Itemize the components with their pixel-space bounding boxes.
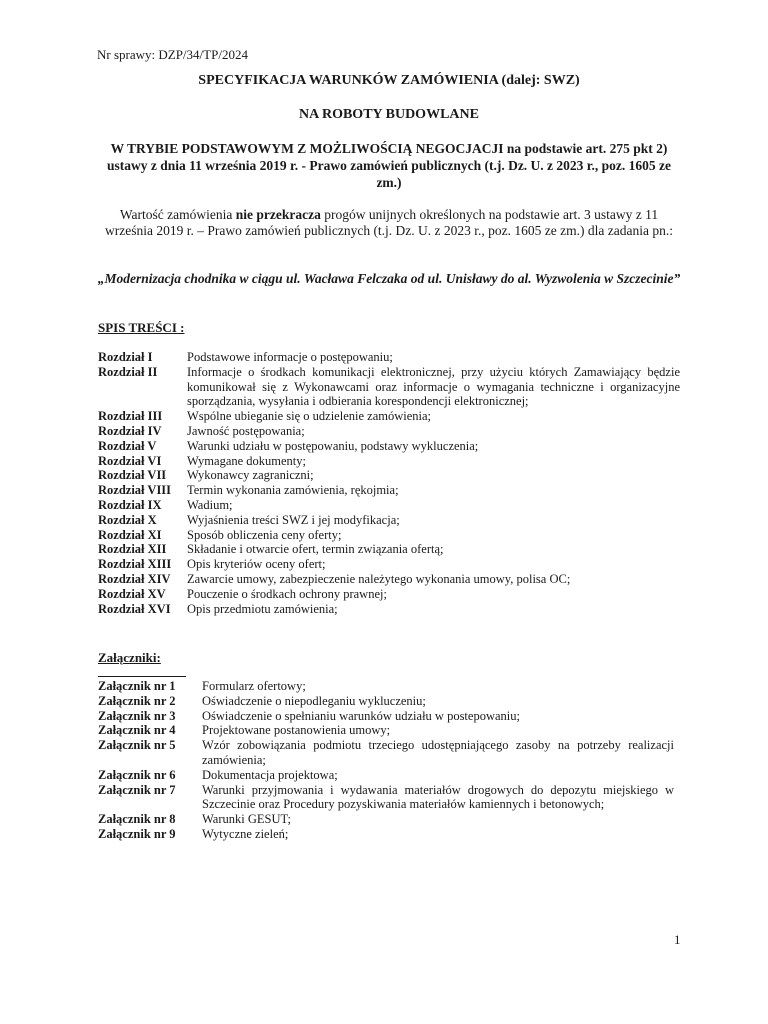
value-text-after: progów unijnych określonych na podstawie art. 3 ustawy z 11 września 2019 r. – Prawo zamówień publicznych (t.j. Dz. U. z 2023 r., poz. 1605 ze zm.) dla zadania pn.:: [105, 207, 673, 238]
attachment-item-text: Warunki przyjmowania i wydawania materiałów drogowych do depozytu miejskiego w Szczecinie oraz Procedury pozyskiwania materiałów kamiennych i betonowych;: [202, 782, 674, 812]
attachments-list: [98, 679, 674, 842]
toc-item: [98, 483, 680, 498]
toc-item: [98, 542, 680, 557]
attachment-item: [98, 768, 674, 783]
toc-item: [98, 424, 680, 439]
document-title: SPECYFIKACJA WARUNKÓW ZAMÓWIENIA (dalej: SWZ): [198, 73, 580, 88]
toc-item-label: Rozdział X: [98, 512, 157, 527]
toc-item-label: Rozdział II: [98, 364, 158, 379]
attachment-item-text: Projektowane postanowienia umowy;: [202, 723, 391, 738]
attachment-item-label: Załącznik nr 6: [98, 767, 176, 782]
attachment-item-text: Wzór zobowiązania podmiotu trzeciego udostępniającego zasoby na potrzeby realizacji zamówienia;: [202, 738, 674, 767]
toc-item: [98, 468, 680, 483]
toc-item-text: Jawność postępowania;: [187, 423, 305, 438]
toc-item-label: Rozdział VIII: [98, 483, 172, 498]
attachment-item-text: Formularz ofertowy;: [202, 679, 306, 693]
toc-item-text: Opis przedmiotu zamówienia;: [187, 601, 338, 616]
attachment-item: [98, 694, 674, 709]
toc-item-label: Rozdział XIV: [98, 571, 171, 586]
toc-item-text: Pouczenie o środkach ochrony prawnej;: [187, 586, 387, 601]
toc-item: [98, 602, 680, 617]
toc-item-text: Podstawowe informacje o postępowaniu;: [187, 350, 393, 364]
attachment-item: [98, 812, 674, 827]
toc-item-label: Rozdział XIII: [98, 557, 172, 572]
attachment-item: [98, 679, 674, 694]
attachment-item-text: Oświadczenie o niepodleganiu wykluczeniu;: [202, 693, 426, 708]
procedure-mode: W TRYBIE PODSTAWOWYM Z MOŻLIWOŚCIĄ NEGOCJACJI na podstawie art. 275 pkt 2) ustawy z dnia 11 września 2019 r. - Prawo zamówień publicznych (t.j. Dz. U. z 2023 r., poz. 1605 ze zm.): [106, 141, 672, 190]
toc-item: [98, 439, 680, 454]
toc-item: [98, 365, 680, 409]
attachment-item-label: Załącznik nr 3: [98, 708, 176, 723]
toc-item: [98, 350, 680, 365]
attachment-item: [98, 827, 674, 842]
toc-item-label: Rozdział III: [98, 409, 163, 424]
attachment-item: [98, 709, 674, 724]
page-number: 1: [674, 932, 681, 947]
attachment-item: [98, 738, 674, 768]
toc-item-text: Informacje o środkach komunikacji elektronicznej, przy użyciu których Zamawiający będzie komunikował się z Wykonawcami oraz informacje o wymagania techniczne i organizacyjne sporządzania, wysyłania i odbierania korespondencji elektronicznej;: [187, 364, 680, 409]
toc-item-label: Rozdział IX: [98, 497, 162, 512]
toc-item-text: Wykonawcy zagraniczni;: [187, 468, 314, 483]
toc-item-label: Rozdział I: [98, 350, 153, 364]
toc-item-text: Sposób obliczenia ceny oferty;: [187, 527, 342, 542]
toc-item-text: Zawarcie umowy, zabezpieczenie należytego wykonania umowy, polisa OC;: [187, 571, 571, 586]
attachment-item: [98, 723, 674, 738]
attachment-item: [98, 783, 674, 813]
value-text-before: Wartość zamówienia: [119, 207, 236, 222]
toc-item-label: Rozdział VII: [98, 468, 167, 483]
attachment-item-label: Załącznik nr 5: [98, 738, 176, 753]
toc-item-label: Rozdział V: [98, 438, 157, 453]
toc-list: [98, 350, 680, 616]
toc-item: [98, 454, 680, 469]
attachment-item-label: Załącznik nr 2: [98, 693, 176, 708]
toc-item: [98, 557, 680, 572]
toc-item: [98, 409, 680, 424]
toc-item: [98, 572, 680, 587]
toc-item-text: Opis kryteriów oceny ofert;: [187, 557, 326, 572]
attachment-item-text: Wytyczne zieleń;: [202, 826, 289, 841]
task-name: „Modernizacja chodnika w ciągu ul. Wacława Felczaka od ul. Unisławy do al. Wyzwolenia w Szczecinie”: [97, 271, 681, 286]
attachment-item-label: Załącznik nr 8: [98, 812, 176, 827]
toc-item-text: Termin wykonania zamówienia, rękojmia;: [187, 483, 399, 498]
toc-item-label: Rozdział XV: [98, 586, 166, 601]
case-number: Nr sprawy: DZP/34/TP/2024: [97, 47, 248, 62]
attachment-item-text: Warunki GESUT;: [202, 812, 291, 827]
value-text-bold: nie przekracza: [235, 207, 321, 222]
toc-item-label: Rozdział XI: [98, 527, 162, 542]
toc-item-text: Wadium;: [187, 497, 233, 512]
attachment-item-label: Załącznik nr 7: [98, 782, 176, 797]
attachment-item-text: Oświadczenie o spełnianiu warunków udziału w postepowaniu;: [202, 708, 520, 723]
attachments-heading: Załączniki:: [98, 650, 161, 665]
toc-item: [98, 587, 680, 602]
toc-item: [98, 498, 680, 513]
value-statement: [95, 207, 683, 239]
toc-heading: SPIS TREŚCI :: [98, 320, 185, 335]
document-subtitle: NA ROBOTY BUDOWLANE: [299, 107, 479, 122]
toc-item: [98, 513, 680, 528]
toc-item-text: Wyjaśnienia treści SWZ i jej modyfikacja;: [187, 512, 400, 527]
toc-item: [98, 528, 680, 543]
toc-item-label: Rozdział IV: [98, 423, 162, 438]
toc-item-text: Składanie i otwarcie ofert, termin związania ofertą;: [187, 542, 444, 557]
toc-item-label: Rozdział VI: [98, 453, 162, 468]
toc-item-text: Wspólne ubieganie się o udzielenie zamówienia;: [187, 409, 432, 424]
attachment-item-text: Dokumentacja projektowa;: [202, 767, 338, 782]
attachment-item-label: Załącznik nr 9: [98, 826, 176, 841]
toc-item-text: Warunki udziału w postępowaniu, podstawy wykluczenia;: [187, 438, 479, 453]
attachment-item-label: Załącznik nr 4: [98, 723, 176, 738]
attachment-item-label: Załącznik nr 1: [98, 679, 176, 693]
toc-item-label: Rozdział XII: [98, 542, 167, 557]
toc-item-text: Wymagane dokumenty;: [187, 453, 307, 468]
attachments-divider: [98, 676, 186, 677]
toc-item-label: Rozdział XVI: [98, 601, 171, 616]
